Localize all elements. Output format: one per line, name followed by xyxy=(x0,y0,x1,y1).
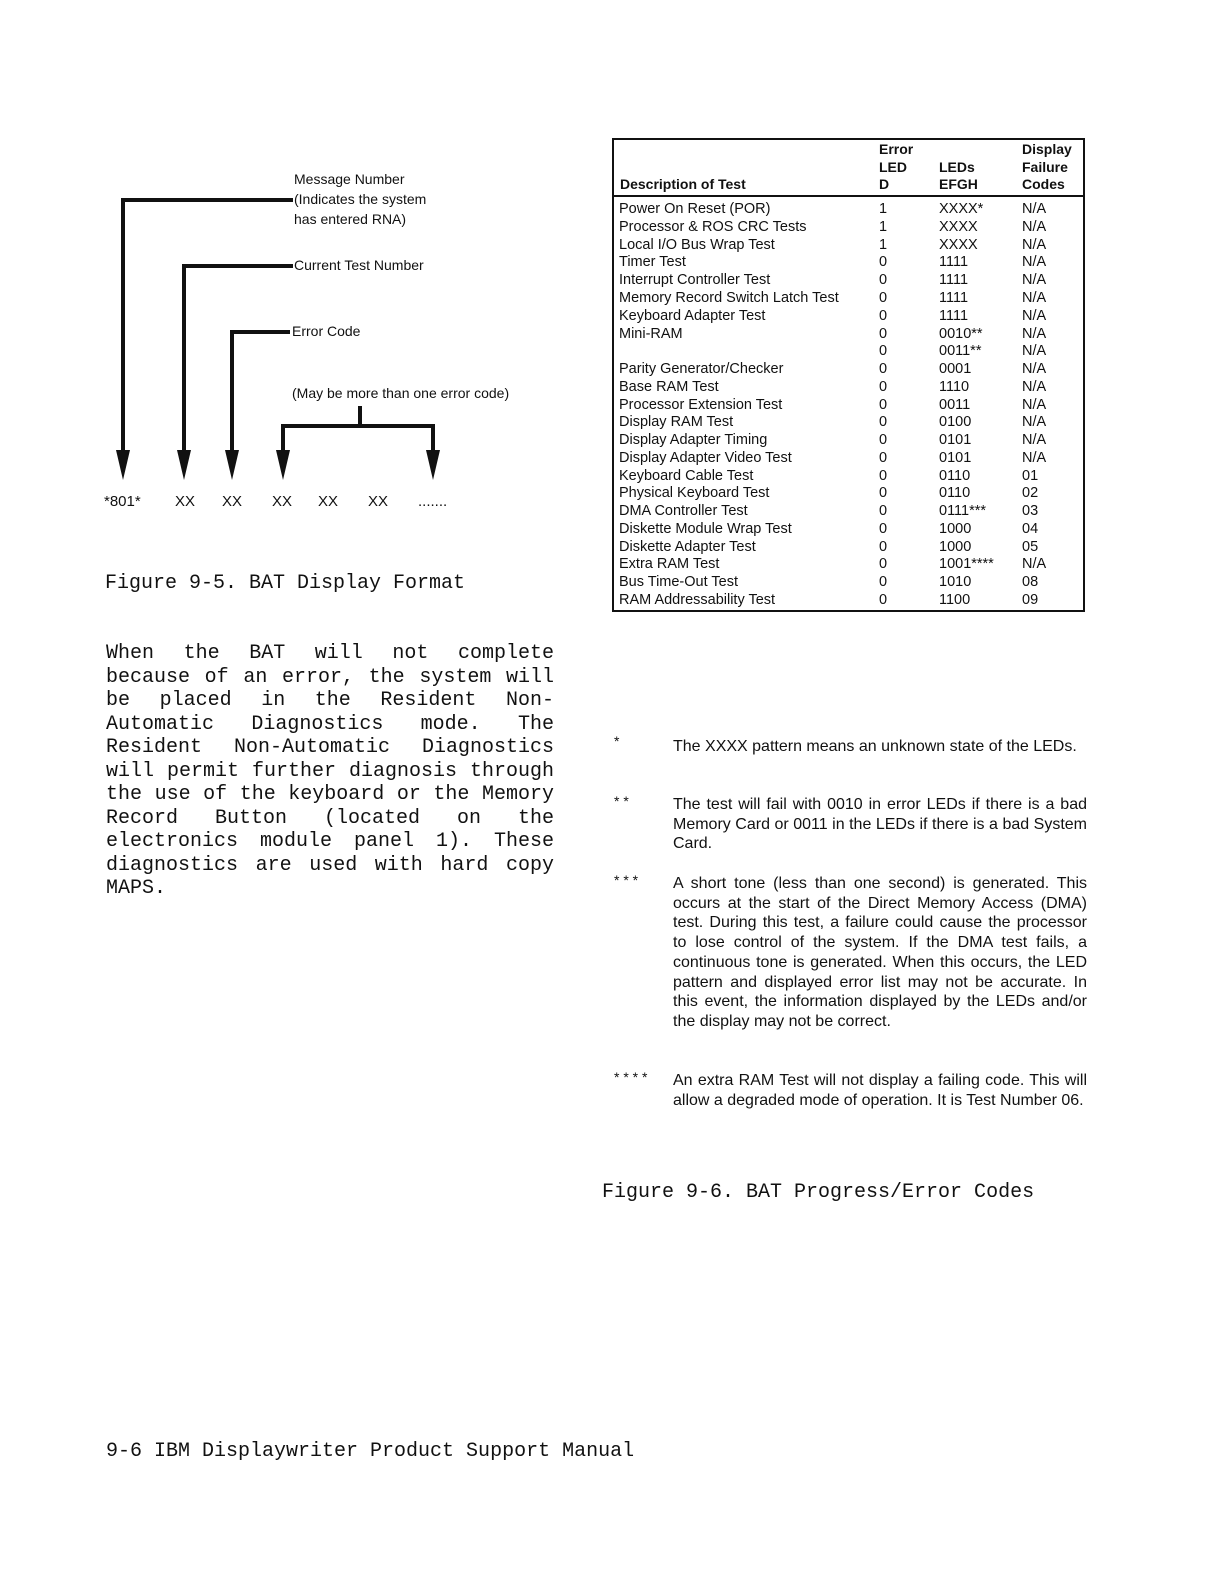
body-paragraph: When the BAT will not complete because of an error, the system will be placed in the Resident Non-Automatic Diagnostics mode. The Resident Non-Automatic Diagnostics will permit further diagnosis through the use of the keyboard or the Memory Record Button (located on the electronics module panel 1). These diagnostics are used with hard copy MAPS. xyxy=(106,642,554,900)
row-display-code: N/A xyxy=(1022,308,1047,324)
row-description: Display Adapter Video Test xyxy=(619,450,792,466)
bat-display-format-diagram xyxy=(95,160,565,530)
error-code-line xyxy=(230,330,234,460)
table-row xyxy=(619,308,1079,326)
table-row xyxy=(619,201,1079,219)
row-error-led: 1 xyxy=(879,219,888,235)
row-leds: 1001**** xyxy=(939,556,994,572)
row-leds: 1111 xyxy=(939,272,969,288)
row-display-code: 09 xyxy=(1022,592,1039,608)
table-row xyxy=(619,432,1079,450)
table-row xyxy=(619,539,1079,557)
footnote-text: An extra RAM Test will not display a failing code. This will allow a degraded mode of operation. It is Test Number 06. xyxy=(673,1072,1087,1109)
header-leds-2: EFGH xyxy=(939,176,978,192)
ellipsis: ....... xyxy=(418,493,448,510)
more-codes-left-arrow xyxy=(276,450,290,480)
header-description: Description of Test xyxy=(620,176,746,192)
table-row xyxy=(619,326,1079,344)
row-error-led: 0 xyxy=(879,414,888,430)
current-test-number-label: Current Test Number xyxy=(294,257,424,273)
header-error-led-3: D xyxy=(879,176,890,192)
row-leds: 0101 xyxy=(939,432,972,448)
message-number-leader xyxy=(121,198,293,202)
message-number-note-1: (Indicates the system xyxy=(294,191,427,207)
table-row xyxy=(619,254,1079,272)
row-display-code: N/A xyxy=(1022,379,1047,395)
error-code-label: Error Code xyxy=(292,323,361,339)
row-description: Diskette Adapter Test xyxy=(619,539,756,555)
test-number-code: XX xyxy=(175,493,196,510)
row-display-code: 08 xyxy=(1022,574,1039,590)
row-leds: 0101 xyxy=(939,450,972,466)
row-error-led: 0 xyxy=(879,326,888,342)
error-code-arrow xyxy=(225,450,239,480)
row-error-led: 0 xyxy=(879,272,888,288)
table-row xyxy=(619,503,1079,521)
row-display-code: N/A xyxy=(1022,450,1047,466)
footnote-text: The XXXX pattern means an unknown state of the LEDs. xyxy=(673,738,1077,755)
current-test-arrow xyxy=(177,450,191,480)
row-display-code: N/A xyxy=(1022,219,1047,235)
table-row xyxy=(619,556,1079,574)
current-test-leader xyxy=(182,264,293,268)
message-number-code: *801* xyxy=(104,493,141,510)
table-row xyxy=(619,574,1079,592)
row-description: Display RAM Test xyxy=(619,414,734,430)
table-row xyxy=(619,397,1079,415)
row-display-code: 05 xyxy=(1022,539,1039,555)
table-row xyxy=(619,343,1079,361)
table-row xyxy=(619,414,1079,432)
row-description: Timer Test xyxy=(619,254,686,270)
page-footer: 9-6 IBM Displaywriter Product Support Manual xyxy=(106,1440,635,1463)
row-display-code: N/A xyxy=(1022,343,1047,359)
message-number-note-2: has entered RNA) xyxy=(294,211,407,227)
row-description: Processor & ROS CRC Tests xyxy=(619,219,807,235)
header-error-led-2: LED xyxy=(879,159,907,175)
multiple-error-codes-label: (May be more than one error code) xyxy=(292,385,510,401)
message-number-label: Message Number xyxy=(294,171,405,187)
row-error-led: 0 xyxy=(879,379,888,395)
row-error-led: 1 xyxy=(879,201,888,217)
row-display-code: 02 xyxy=(1022,485,1039,501)
row-error-led: 0 xyxy=(879,485,888,501)
row-display-code: N/A xyxy=(1022,272,1047,288)
footnote-mark: * * xyxy=(614,793,629,809)
row-leds: 1100 xyxy=(939,592,971,608)
row-leds: 0011 xyxy=(939,397,971,413)
row-display-code: N/A xyxy=(1022,397,1047,413)
more-codes-stem xyxy=(358,406,362,426)
row-error-led: 0 xyxy=(879,290,888,306)
row-leds: 1000 xyxy=(939,539,972,555)
row-description: DMA Controller Test xyxy=(619,503,748,519)
table-row xyxy=(619,485,1079,503)
row-description: Physical Keyboard Test xyxy=(619,485,770,501)
row-leds: 1111 xyxy=(939,254,969,270)
row-description: Mini-RAM xyxy=(619,326,683,342)
row-error-led: 0 xyxy=(879,468,888,484)
row-description: Parity Generator/Checker xyxy=(619,361,784,377)
row-display-code: 04 xyxy=(1022,521,1039,537)
table-row xyxy=(619,361,1079,379)
row-error-led: 0 xyxy=(879,254,888,270)
row-leds: 0010** xyxy=(939,326,983,342)
header-leds-1: LEDs xyxy=(939,159,975,175)
table-row xyxy=(619,450,1079,468)
more-codes-right-arrow xyxy=(426,450,440,480)
row-leds: 0001 xyxy=(939,361,972,377)
error-code-1: XX xyxy=(222,493,243,510)
row-description: Processor Extension Test xyxy=(619,397,783,413)
error-code-3: XX xyxy=(318,493,339,510)
row-display-code: N/A xyxy=(1022,201,1047,217)
table-row xyxy=(619,237,1079,255)
header-error-led-1: Error xyxy=(879,141,914,157)
row-display-code: 01 xyxy=(1022,468,1039,484)
table-row xyxy=(619,379,1079,397)
message-number-arrow xyxy=(116,450,130,480)
row-error-led: 0 xyxy=(879,397,888,413)
row-error-led: 0 xyxy=(879,521,888,537)
figure-9-5-caption: Figure 9-5. BAT Display Format xyxy=(105,572,466,595)
table-row xyxy=(619,521,1079,539)
table-row xyxy=(619,219,1079,237)
row-display-code: N/A xyxy=(1022,432,1047,448)
figure-9-6-caption: Figure 9-6. BAT Progress/Error Codes xyxy=(602,1181,1035,1204)
row-display-code: N/A xyxy=(1022,254,1047,270)
row-description: Power On Reset (POR) xyxy=(619,201,771,217)
row-error-led: 1 xyxy=(879,237,888,253)
error-code-2: XX xyxy=(272,493,293,510)
row-error-led: 0 xyxy=(879,556,888,572)
row-description: Keyboard Adapter Test xyxy=(619,308,766,324)
table-row xyxy=(619,592,1079,610)
row-description: Diskette Module Wrap Test xyxy=(619,521,792,537)
row-description: Memory Record Switch Latch Test xyxy=(619,290,839,306)
header-display-1: Display xyxy=(1022,141,1072,157)
row-display-code: N/A xyxy=(1022,414,1047,430)
row-leds: 0110 xyxy=(939,485,971,501)
footnote-mark: * * * * xyxy=(614,1069,648,1085)
row-display-code: N/A xyxy=(1022,326,1047,342)
row-description: Interrupt Controller Test xyxy=(619,272,771,288)
row-description: Bus Time-Out Test xyxy=(619,574,738,590)
row-leds: 1010 xyxy=(939,574,972,590)
row-description: Local I/O Bus Wrap Test xyxy=(619,237,775,253)
footnote-text: The test will fail with 0010 in error LEDs if there is a bad Memory Card or 0011 in the LEDs if there is a bad System Card. xyxy=(673,796,1087,853)
row-error-led: 0 xyxy=(879,450,888,466)
row-leds: 0100 xyxy=(939,414,972,430)
row-leds: 1111 xyxy=(939,290,969,306)
row-leds: 1111 xyxy=(939,308,969,324)
row-leds: XXXX* xyxy=(939,201,984,217)
header-display-3: Codes xyxy=(1022,176,1065,192)
row-leds: 0011** xyxy=(939,343,982,359)
table-header-rule xyxy=(612,195,1085,197)
row-error-led: 0 xyxy=(879,592,888,608)
row-description: Display Adapter Timing xyxy=(619,432,768,448)
row-error-led: 0 xyxy=(879,343,888,359)
message-number-line xyxy=(121,198,125,460)
row-leds: 0110 xyxy=(939,468,971,484)
row-display-code: 03 xyxy=(1022,503,1039,519)
row-error-led: 0 xyxy=(879,539,888,555)
row-display-code: N/A xyxy=(1022,361,1047,377)
error-code-4: XX xyxy=(368,493,389,510)
more-codes-bracket xyxy=(281,424,435,428)
footnote-mark: * * * xyxy=(614,872,639,888)
row-display-code: N/A xyxy=(1022,556,1047,572)
row-leds: 0111*** xyxy=(939,503,987,519)
table-row xyxy=(619,290,1079,308)
row-description: RAM Addressability Test xyxy=(619,592,776,608)
current-test-line xyxy=(182,264,186,460)
table-row xyxy=(619,272,1079,290)
row-leds: XXXX xyxy=(939,219,978,235)
row-error-led: 0 xyxy=(879,361,888,377)
row-display-code: N/A xyxy=(1022,290,1047,306)
table-row xyxy=(619,468,1079,486)
error-code-leader xyxy=(230,330,290,334)
row-leds: XXXX xyxy=(939,237,978,253)
row-description: Keyboard Cable Test xyxy=(619,468,754,484)
row-error-led: 0 xyxy=(879,574,888,590)
row-error-led: 0 xyxy=(879,432,888,448)
row-error-led: 0 xyxy=(879,503,888,519)
row-description: Extra RAM Test xyxy=(619,556,720,572)
row-leds: 1000 xyxy=(939,521,972,537)
header-display-2: Failure xyxy=(1022,159,1068,175)
footnote-mark: * xyxy=(614,733,620,749)
row-description: Base RAM Test xyxy=(619,379,719,395)
row-display-code: N/A xyxy=(1022,237,1047,253)
row-leds: 1110 xyxy=(939,379,970,395)
row-error-led: 0 xyxy=(879,308,888,324)
footnote-text: A short tone (less than one second) is generated. This occurs at the start of the Direct Memory Access (DMA) test. During this test, a failure could cause the processor to lose control of the system. If the DMA test fails, a continuous tone is generated. When this occurs, the LED pattern and displayed error list may not be accurate. In this event, the information displayed by the LEDs and/or the display may not be correct. xyxy=(673,875,1087,1030)
